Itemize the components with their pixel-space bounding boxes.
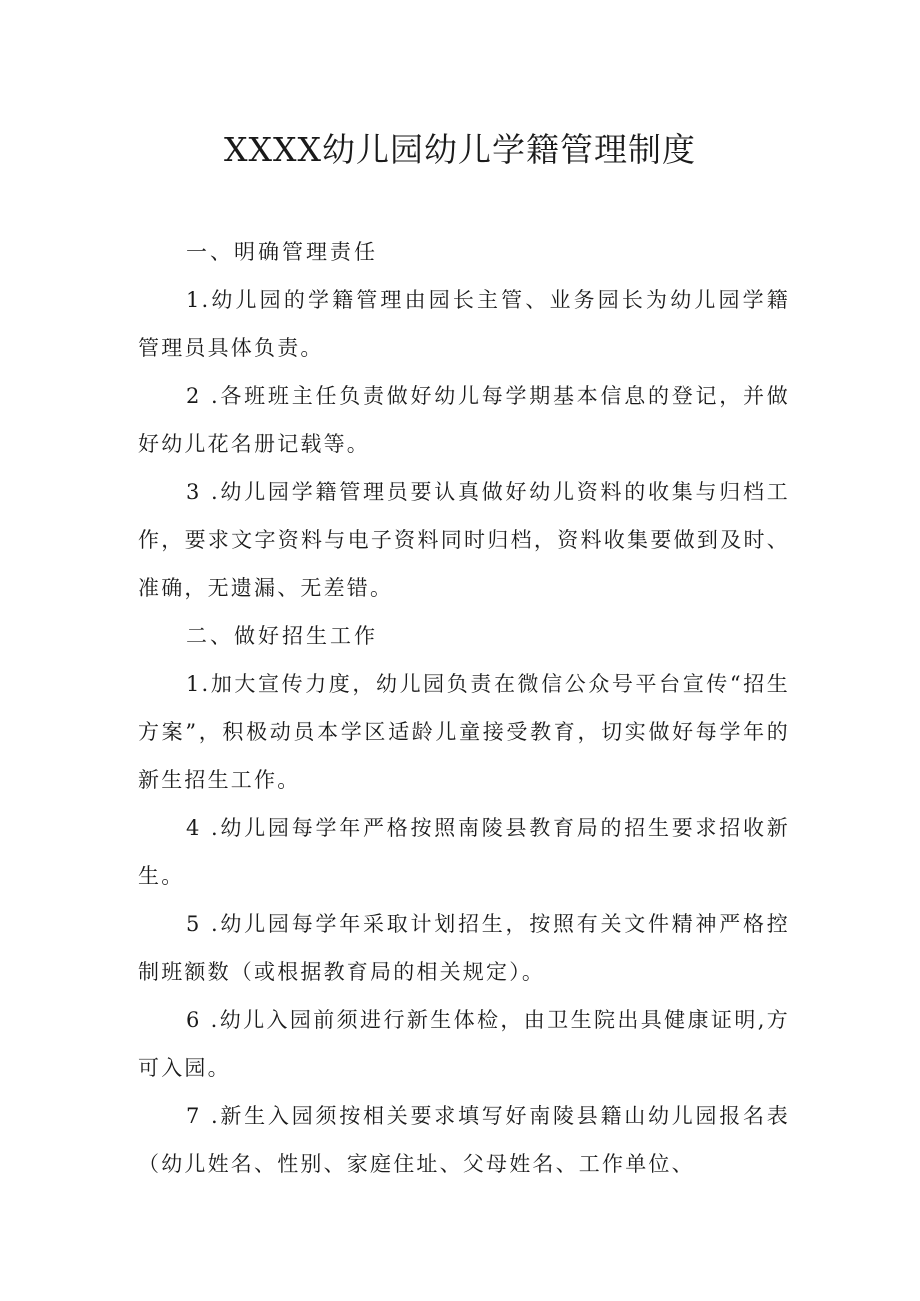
section-heading-enrollment: 二、做好招生工作 (186, 624, 378, 648)
paragraph-item: 2 .各班班主任负责做好幼儿每学期基本信息的登记，并做好幼儿花名册记载等。 (138, 384, 790, 456)
paragraph-item: 1.幼儿园的学籍管理由园长主管、业务园长为幼儿园学籍管理员具体负责。 (138, 288, 790, 360)
paragraph-item: 7 .新生入园须按相关要求填写好南陵县籍山幼儿园报名表（幼儿姓名、性别、家庭住址、父母姓名、工作单位、 (138, 1104, 790, 1176)
section-heading-responsibility: 一、明确管理责任 (186, 240, 378, 264)
paragraph-item: 5 .幼儿园每学年采取计划招生，按照有关文件精神严格控制班额数（或根据教育局的相关规定）。 (138, 912, 790, 984)
paragraph-item: 1.加大宣传力度，幼儿园负责在微信公众号平台宣传“招生方案”，积极动员本学区适龄儿童接受教育，切实做好每学年的新生招生工作。 (138, 672, 790, 792)
paragraph-item: 4 .幼儿园每学年严格按照南陵县教育局的招生要求招收新生。 (138, 816, 790, 888)
document-body (138, 228, 790, 1188)
document-title: XXXX幼儿园幼儿学籍管理制度 (224, 130, 696, 169)
paragraph-item: 6 .幼儿入园前须进行新生体检，由卫生院出具健康证明,方可入园。 (138, 1008, 790, 1080)
paragraph-item: 3 .幼儿园学籍管理员要认真做好幼儿资料的收集与归档工作，要求文字资料与电子资料同时归档，资料收集要做到及时、准确，无遗漏、无差错。 (138, 480, 790, 600)
